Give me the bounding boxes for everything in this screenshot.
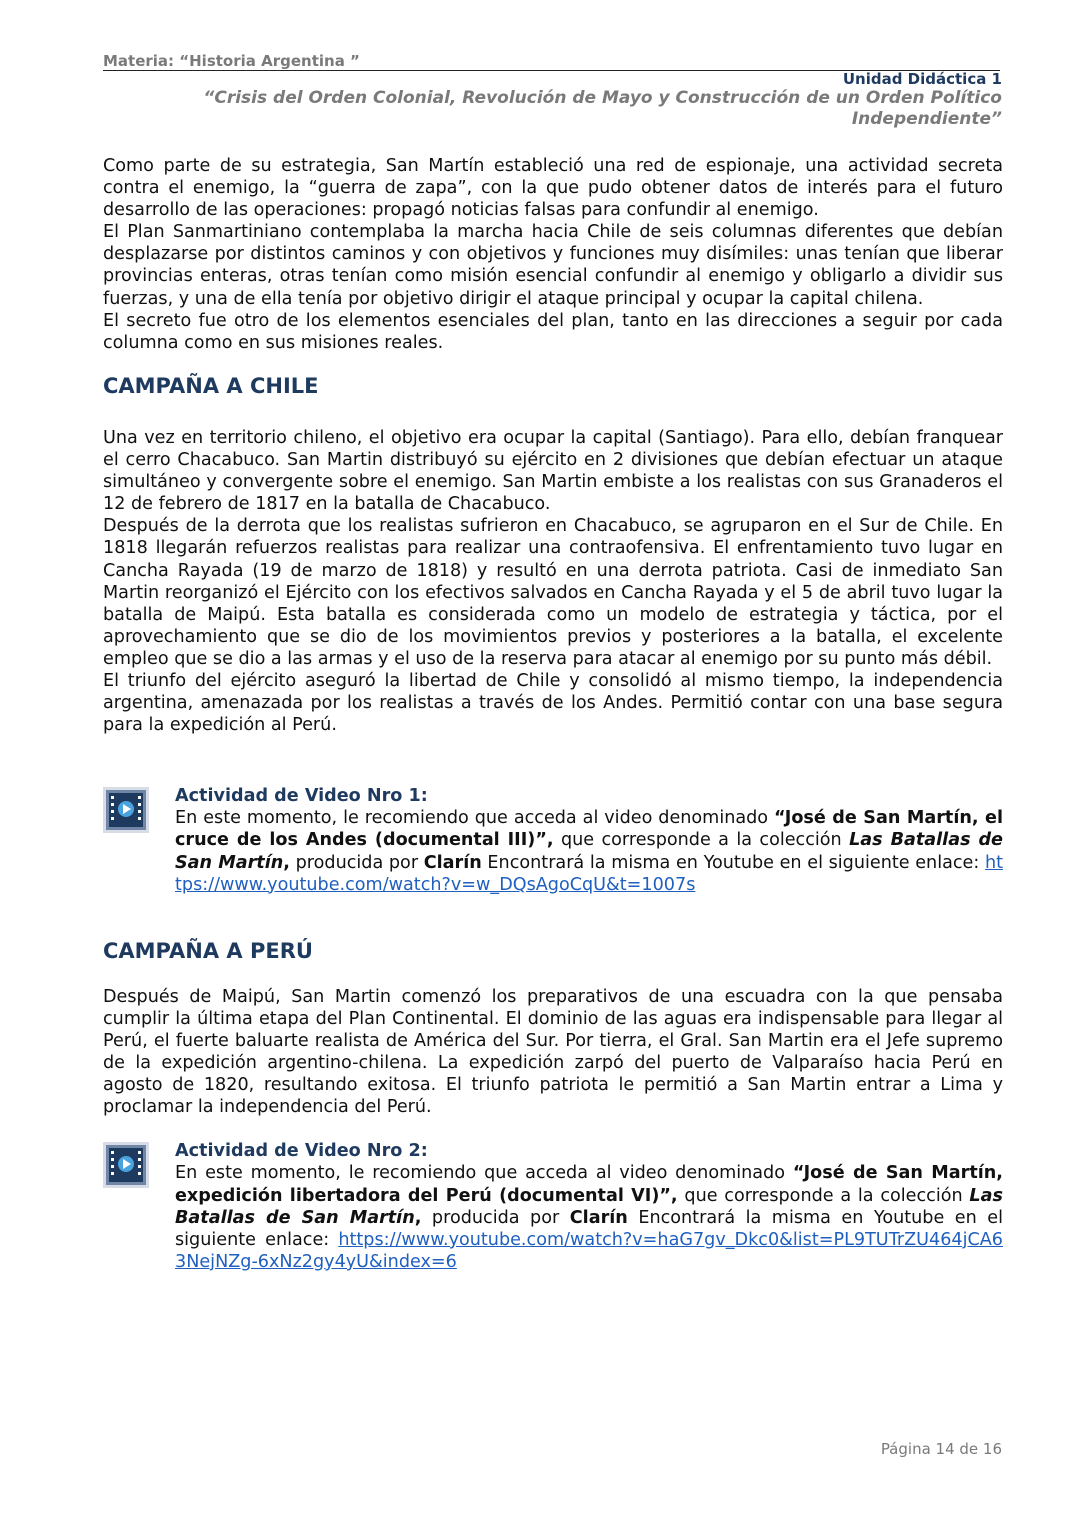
- chile-paragraph: El triunfo del ejército aseguró la libertad de Chile y consolidó al mismo tiempo, la independencia argentina, amenazada por los realistas a través de los Andes. Permitió contar con una base segura para la expedición al Perú.: [103, 670, 1003, 736]
- video-icon: [103, 787, 149, 833]
- document-body: [103, 155, 1003, 1273]
- chile-paragraph: Una vez en territorio chileno, el objetivo era ocupar la capital (Santiago). Para ello, debían franquear el cerro Chacabuco. San Martin distribuyó su ejército en 2 divisiones que debían efectuar un ataque simultáneo y convergente sobre el enemigo. San Martin embiste a los realistas con sus Granaderos el 12 de febrero de 1817 en la batalla de Chacabuco.: [103, 427, 1003, 515]
- activity-1-link[interactable]: https://www.youtube.com/watch?v=w_DQsAgoCqU&t=1007s: [175, 852, 1004, 895]
- activity-2-link[interactable]: https://www.youtube.com/watch?v=haG7gv_Dkc0&list=PL9TUTrZU464jCA63NejNZg-6xNz2gy4yU&index=6: [175, 1229, 1003, 1272]
- activity-2-title: Actividad de Video Nro 2:: [175, 1141, 428, 1162]
- header-materia: Materia: “Historia Argentina ”: [103, 52, 360, 70]
- intro-paragraph: El Plan Sanmartiniano contemplaba la marcha hacia Chile de seis columnas diferentes que debían desplazarse por distintos caminos y con objetivos y funciones muy disímiles: unas tenían que liberar provincias enteras, otras tenían como misión esencial confundir al enemigo y obligarlo a dividir sus fuerzas, y una de ella tenía por objetivo dirigir el ataque principal y ocupar la capital chilena.: [103, 222, 1003, 309]
- intro-paragraph: Como parte de su estrategia, San Martín estableció una red de espionaje, una actividad secreta contra el enemigo, la “guerra de zapa”, con la que pudo obtener datos de interés para el futuro desarrollo de las operaciones: propagó noticias falsas para confundir al enemigo.: [103, 156, 1003, 221]
- video-icon: [103, 1142, 149, 1188]
- video-activity-1: [103, 785, 1003, 895]
- header-unidad: Unidad Didáctica 1: [842, 70, 1002, 88]
- activity-2-text: En este momento, le recomiendo que acceda al video denominado “José de San Martín, expedición libertadora del Perú (documental VI)”, que corresponde a la colección Las Batallas de San Martín, producida por Clarín Encontrará la misma en Youtube en el siguiente enlace: https://www.youtube.com/watch?v=haG7gv_Dkc0&list=PL9TUTrZU464jCA63NejNZg-6xNz2gy4yU&index=6: [175, 1163, 1003, 1272]
- activity-1-text: En este momento, le recomiendo que acceda al video denominado “José de San Martín, el cruce de los Andes (documental III)”, que corresponde a la colección Las Batallas de San Martín, producida por Clarín Encontrará la misma en Youtube en el siguiente enlace: https://www.youtube.com/watch?v=w_DQsAgoCqU&t=1007s: [175, 808, 1004, 895]
- header-subtitle: “Crisis del Orden Colonial, Revolución de Mayo y Construcción de un Orden Político Independiente”: [203, 88, 1002, 129]
- activity-1-title: Actividad de Video Nro 1:: [175, 786, 428, 807]
- heading-campana-peru: CAMPAÑA A PERÚ: [103, 938, 313, 963]
- video-activity-2: [103, 1140, 1003, 1273]
- peru-paragraph: Después de Maipú, San Martin comenzó los preparativos de una escuadra con la que pensaba cumplir la última etapa del Plan Continental. El dominio de las aguas era indispensable para llegar al Perú, el fuerte baluarte realista de América del Sur. Por tierra, el Gral. San Martin era el Jefe supremo de la expedición argentino-chilena. La expedición zarpó del puerto de Valparaíso hacia Perú en agosto de 1820, resultando exitosa. El triunfo patriota le permitió a San Martin entrar a Lima y proclamar la independencia del Perú.: [103, 986, 1003, 1118]
- heading-campana-chile: CAMPAÑA A CHILE: [103, 373, 319, 398]
- intro-paragraph: El secreto fue otro de los elementos esenciales del plan, tanto en las direcciones a seguir por cada columna como en sus misiones reales.: [103, 310, 1003, 353]
- chile-paragraph: Después de la derrota que los realistas sufrieron en Chacabuco, se agruparon en el Sur de Chile. En 1818 llegarán refuerzos realistas para realizar una contraofensiva. El enfrentamiento tuvo lugar en Cancha Rayada (19 de marzo de 1818) y resultó en una derrota patriota. Casi de inmediato San Martin reorganizó el Ejército con los efectivos salvados en Cancha Rayada y el 5 de abril tuvo lugar la batalla de Maipú. Esta batalla es considerada como un modelo de estrategia y táctica, por el aprovechamiento que se dio de los movimientos previos y posteriores a la batalla, el excelente empleo que se dio a las armas y el uso de la reserva para atacar al enemigo por su punto más débil.: [103, 516, 1003, 669]
- page-number: Página 14 de 16: [880, 1440, 1002, 1458]
